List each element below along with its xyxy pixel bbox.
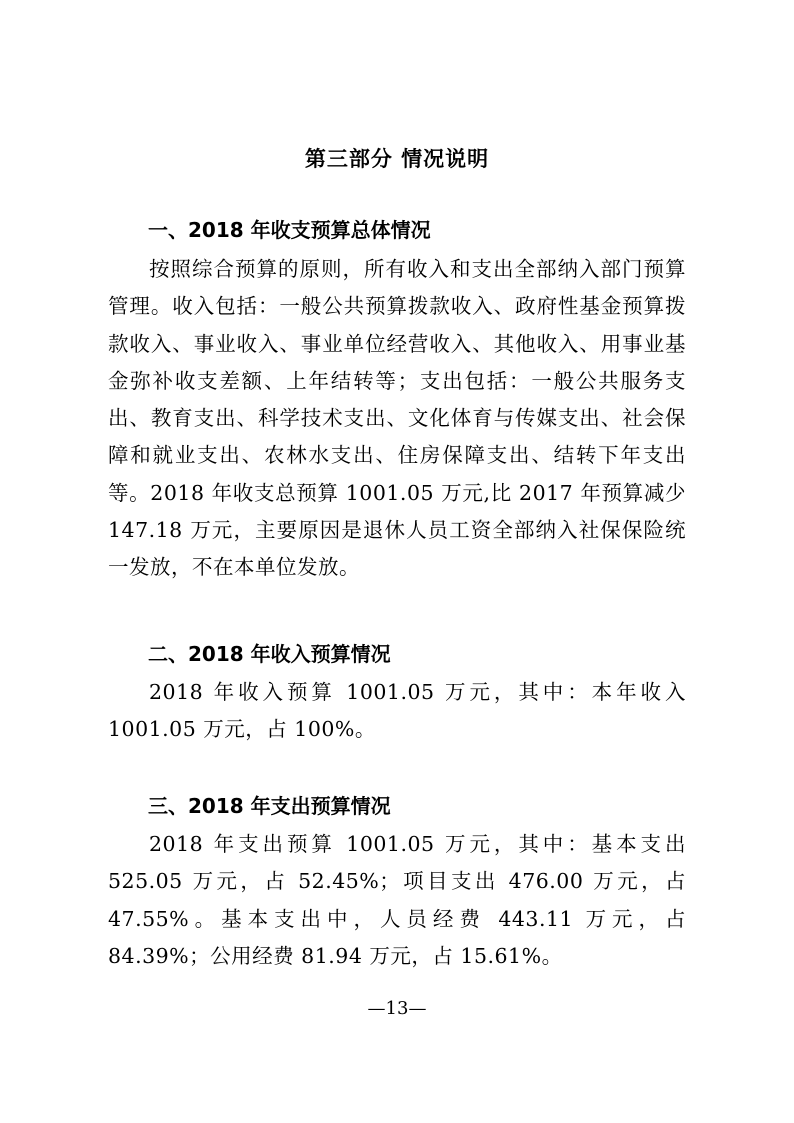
page-title: 第三部分 情况说明 bbox=[304, 147, 490, 171]
section-heading-3: 三、2018 年支出预算情况 bbox=[148, 794, 391, 818]
section-paragraph-1: 按照综合预算的原则，所有收入和支出全部纳入部门预算管理。收入包括：一般公共预算拨款收入、政府性基金预算拨款收入、事业收入、事业单位经营收入、其他收入、用事业基金弥补收支差额、上年结转等；支出包括：一般公共服务支出、教育支出、科学技术支出、文化体育与传媒支出、社会保障和就业支出、农林水支出、住房保障支出、结转下年支出等。2018 年收支总预算 1001.05 万元,比 2017 年预算减少 147.18 万元，主要原因是退休人员工资全部纳入社保保险统一发放，不在本单位发放。 bbox=[108, 257, 686, 580]
section-paragraph-3: 2018 年支出预算 1001.05 万元，其中：基本支出 525.05 万元，占 52.45%；项目支出 476.00 万元，占 47.55%。基本支出中，人员经费 443.11 万元，占 84.39%；公用经费 81.94 万元，占 15.61%。 bbox=[108, 832, 686, 968]
section-heading-1: 一、2018 年收支预算总体情况 bbox=[148, 218, 431, 242]
section-paragraph-2: 2018 年收入预算 1001.05 万元，其中：本年收入 1001.05 万元，占 100%。 bbox=[108, 680, 686, 742]
page-number: —13— bbox=[367, 998, 427, 1019]
section-heading-2: 二、2018 年收入预算情况 bbox=[148, 642, 391, 666]
